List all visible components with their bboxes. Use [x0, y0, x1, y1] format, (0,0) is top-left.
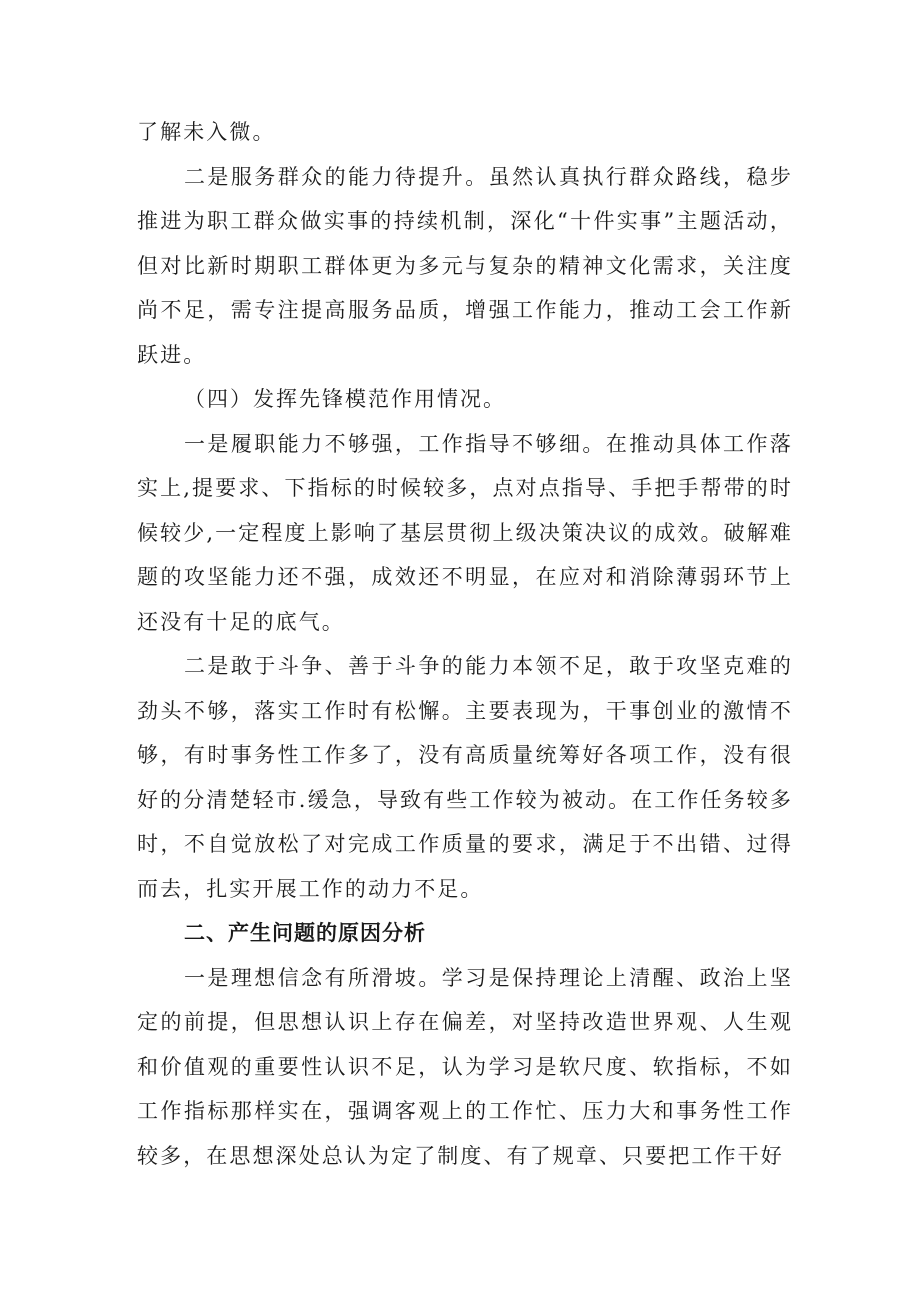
paragraph-struggle-ability: 二是敢于斗争、善于斗争的能力本领不足，敢于攻坚克难的劲头不够，落实工作时有松懈。主要表现为，干事创业的激情不够，有时事务性工作多了，没有高质量统筹好各项工作，没有很好的分清楚轻市.缓急，导致有些工作较为被动。在工作任务较多时，不自觉放松了对完成工作质量的要求，满足于不出错、过得而去，扎实开展工作的动力不足。 — [137, 654, 793, 901]
paragraph-service-ability: 二是服务群众的能力待提升。虽然认真执行群众路线，稳步推进为职工群众做实事的持续机制，深化“十件实事”主题活动，但对比新时期职工群体更为多元与复杂的精神文化需求，关注度尚不足，需专注提高服务品质，增强工作能力，推动工会工作新跃进。 — [137, 164, 793, 367]
section-subheading-vanguard: （四）发挥先锋模范作用情况。 — [184, 387, 506, 411]
section-heading-cause-analysis: 二、产生问题的原因分析 — [184, 921, 426, 945]
paragraph-ideals-belief: 一是理想信念有所滑坡。学习是保持理论上清醒、政治上坚定的前提，但思想认识上存在偏差，对坚持改造世界观、人生观和价值观的重要性认识不足，认为学习是软尺度、软指标，不如工作指标那样实在，强调客观上的工作忙、压力大和事务性工作较多，在思想深处总认为定了制度、有了规章、只要把工作干好 — [137, 965, 793, 1168]
paragraph-duty-ability: 一是履职能力不够强，工作指导不够细。在推动具体工作落实上,提要求、下指标的时候较多，点对点指导、手把手帮带的时候较少,一定程度上影响了基层贯彻上级决策决议的成效。破解难题的攻坚能力还不强，成效还不明显，在应对和消除薄弱环节上还没有十足的底气。 — [137, 431, 793, 634]
document-body — [137, 110, 793, 1178]
continuation-paragraph: 了解未入微。 — [137, 120, 276, 144]
